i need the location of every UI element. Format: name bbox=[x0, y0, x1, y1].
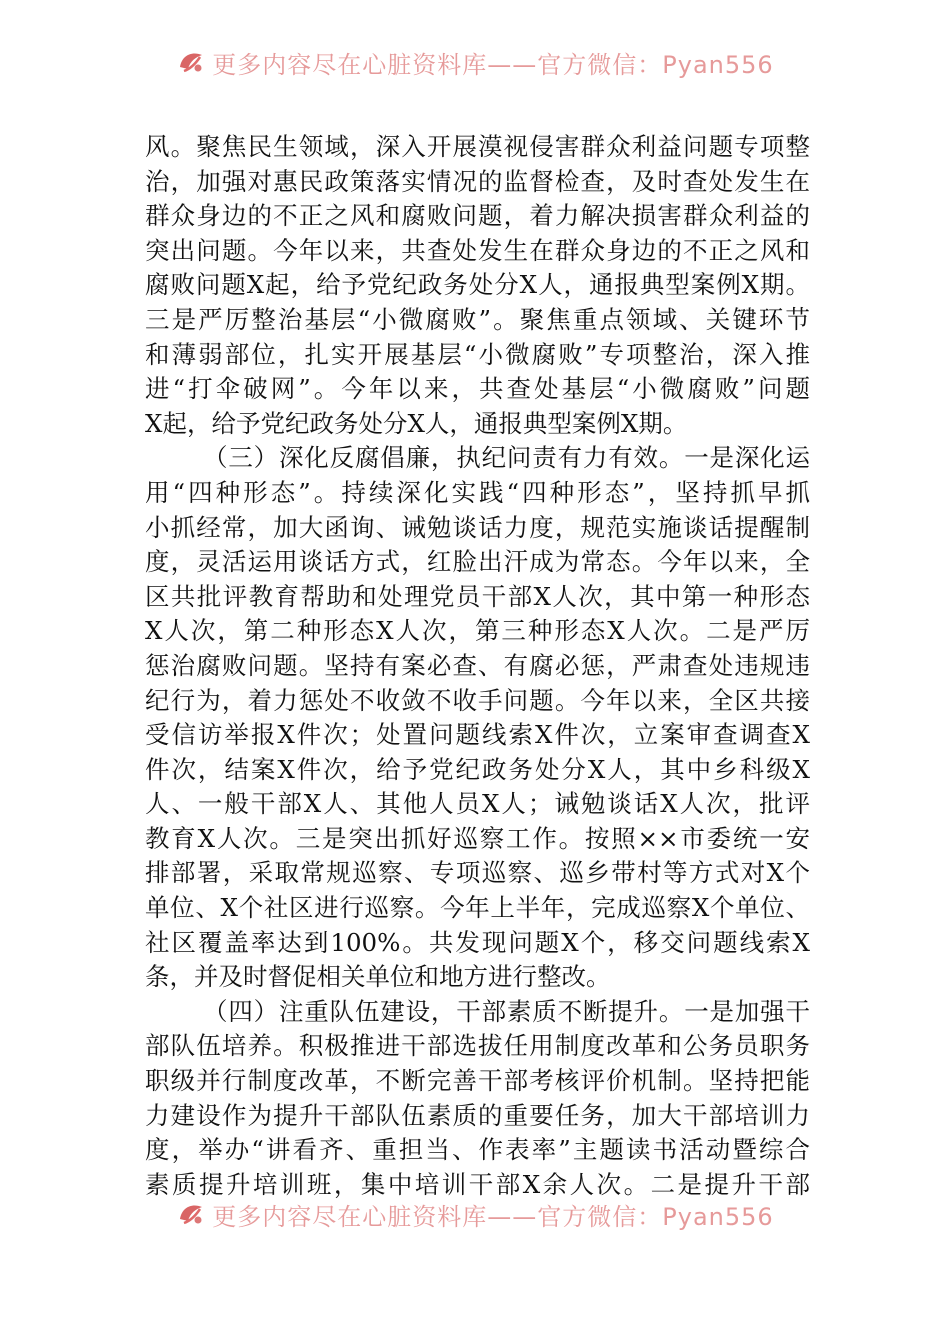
text-line: 力建设作为提升干部队伍素质的重要任务，加大干部培训力 bbox=[145, 1100, 810, 1130]
text-line: 小抓经常，加大函询、诫勉谈话力度，规范实施谈话提醒制 bbox=[145, 512, 810, 542]
text-line: 群众身边的不正之风和腐败问题，着力解决损害群众利益的 bbox=[145, 201, 810, 231]
text-line: 区共批评教育帮助和处理党员干部X人次，其中第一种形态 bbox=[145, 581, 810, 611]
text-line: X人次，第二种形态X人次，第三种形态X人次。二是严厉 bbox=[145, 616, 810, 646]
watermark-text: 更多内容尽在心脏资料库——官方微信：Pyan556 bbox=[212, 52, 774, 79]
watermark-header bbox=[0, 52, 950, 86]
text-line: 单位、X个社区进行巡察。今年上半年，完成巡察X个单位、 bbox=[145, 893, 810, 923]
text-line: 排部署，采取常规巡察、专项巡察、巡乡带村等方式对X个 bbox=[145, 858, 810, 888]
text-line: 腐败问题X起，给予党纪政务处分X人，通报典型案例X期。 bbox=[145, 270, 810, 300]
watermark-footer bbox=[0, 1204, 950, 1238]
text-line: 治，加强对惠民政策落实情况的监督检查，及时查处发生在 bbox=[145, 166, 810, 196]
text-line: 条，并及时督促相关单位和地方进行整改。 bbox=[145, 962, 611, 992]
text-line: 社区覆盖率达到100%。共发现问题X个，移交问题线索X bbox=[145, 927, 810, 957]
text-line: X起，给予党纪政务处分X人，通报典型案例X期。 bbox=[145, 408, 688, 438]
text-line: 纪行为，着力惩处不收敛不收手问题。今年以来，全区共接 bbox=[145, 685, 810, 715]
text-line: 人、一般干部X人、其他人员X人；诫勉谈话X人次，批评 bbox=[145, 789, 810, 819]
text-line: 受信访举报X件次；处置问题线索X件次，立案审查调查X bbox=[145, 720, 810, 750]
text-line: 件次，结案X件次，给予党纪政务处分X人，其中乡科级X bbox=[145, 754, 810, 784]
text-line: 度，举办“讲看齐、重担当、作表率”主题读书活动暨综合 bbox=[145, 1135, 810, 1165]
text-line: 惩治腐败问题。坚持有案必查、有腐必惩，严肃查处违规违 bbox=[145, 650, 810, 680]
text-line: 突出问题。今年以来，共查处发生在群众身边的不正之风和 bbox=[145, 235, 810, 265]
text-line: 职级并行制度改革，不断完善干部考核评价机制。坚持把能 bbox=[145, 1066, 810, 1096]
text-line: （三）深化反腐倡廉，执纪问责有力有效。一是深化运 bbox=[203, 443, 810, 473]
text-line: 风。聚焦民生领域，深入开展漠视侵害群众利益问题专项整 bbox=[145, 132, 810, 161]
watermark-text: 更多内容尽在心脏资料库——官方微信：Pyan556 bbox=[212, 1204, 774, 1231]
text-line: 三是严厉整治基层“小微腐败”。聚焦重点领域、关键环节 bbox=[145, 304, 810, 334]
text-line: 进“打伞破网”。今年以来，共查处基层“小微腐败”问题 bbox=[145, 374, 810, 404]
text-line: 度，灵活运用谈话方式，红脸出汗成为常态。今年以来，全 bbox=[145, 547, 810, 577]
text-line: 部队伍培养。积极推进干部选拔任用制度改革和公务员职务 bbox=[145, 1031, 810, 1061]
text-line: 素质提升培训班，集中培训干部X余人次。二是提升干部 bbox=[145, 1169, 810, 1199]
brand-logo-icon bbox=[176, 1204, 206, 1227]
text-line: 用“四种形态”。持续深化实践“四种形态”，坚持抓早抓 bbox=[145, 477, 810, 507]
text-line: （四）注重队伍建设，干部素质不断提升。一是加强干 bbox=[203, 996, 810, 1026]
text-line: 教育X人次。三是突出抓好巡察工作。按照××市委统一安 bbox=[145, 823, 810, 853]
text-line: 和薄弱部位，扎实开展基层“小微腐败”专项整治，深入推 bbox=[145, 339, 810, 369]
document-body bbox=[145, 130, 810, 1202]
brand-logo-icon bbox=[176, 52, 206, 75]
